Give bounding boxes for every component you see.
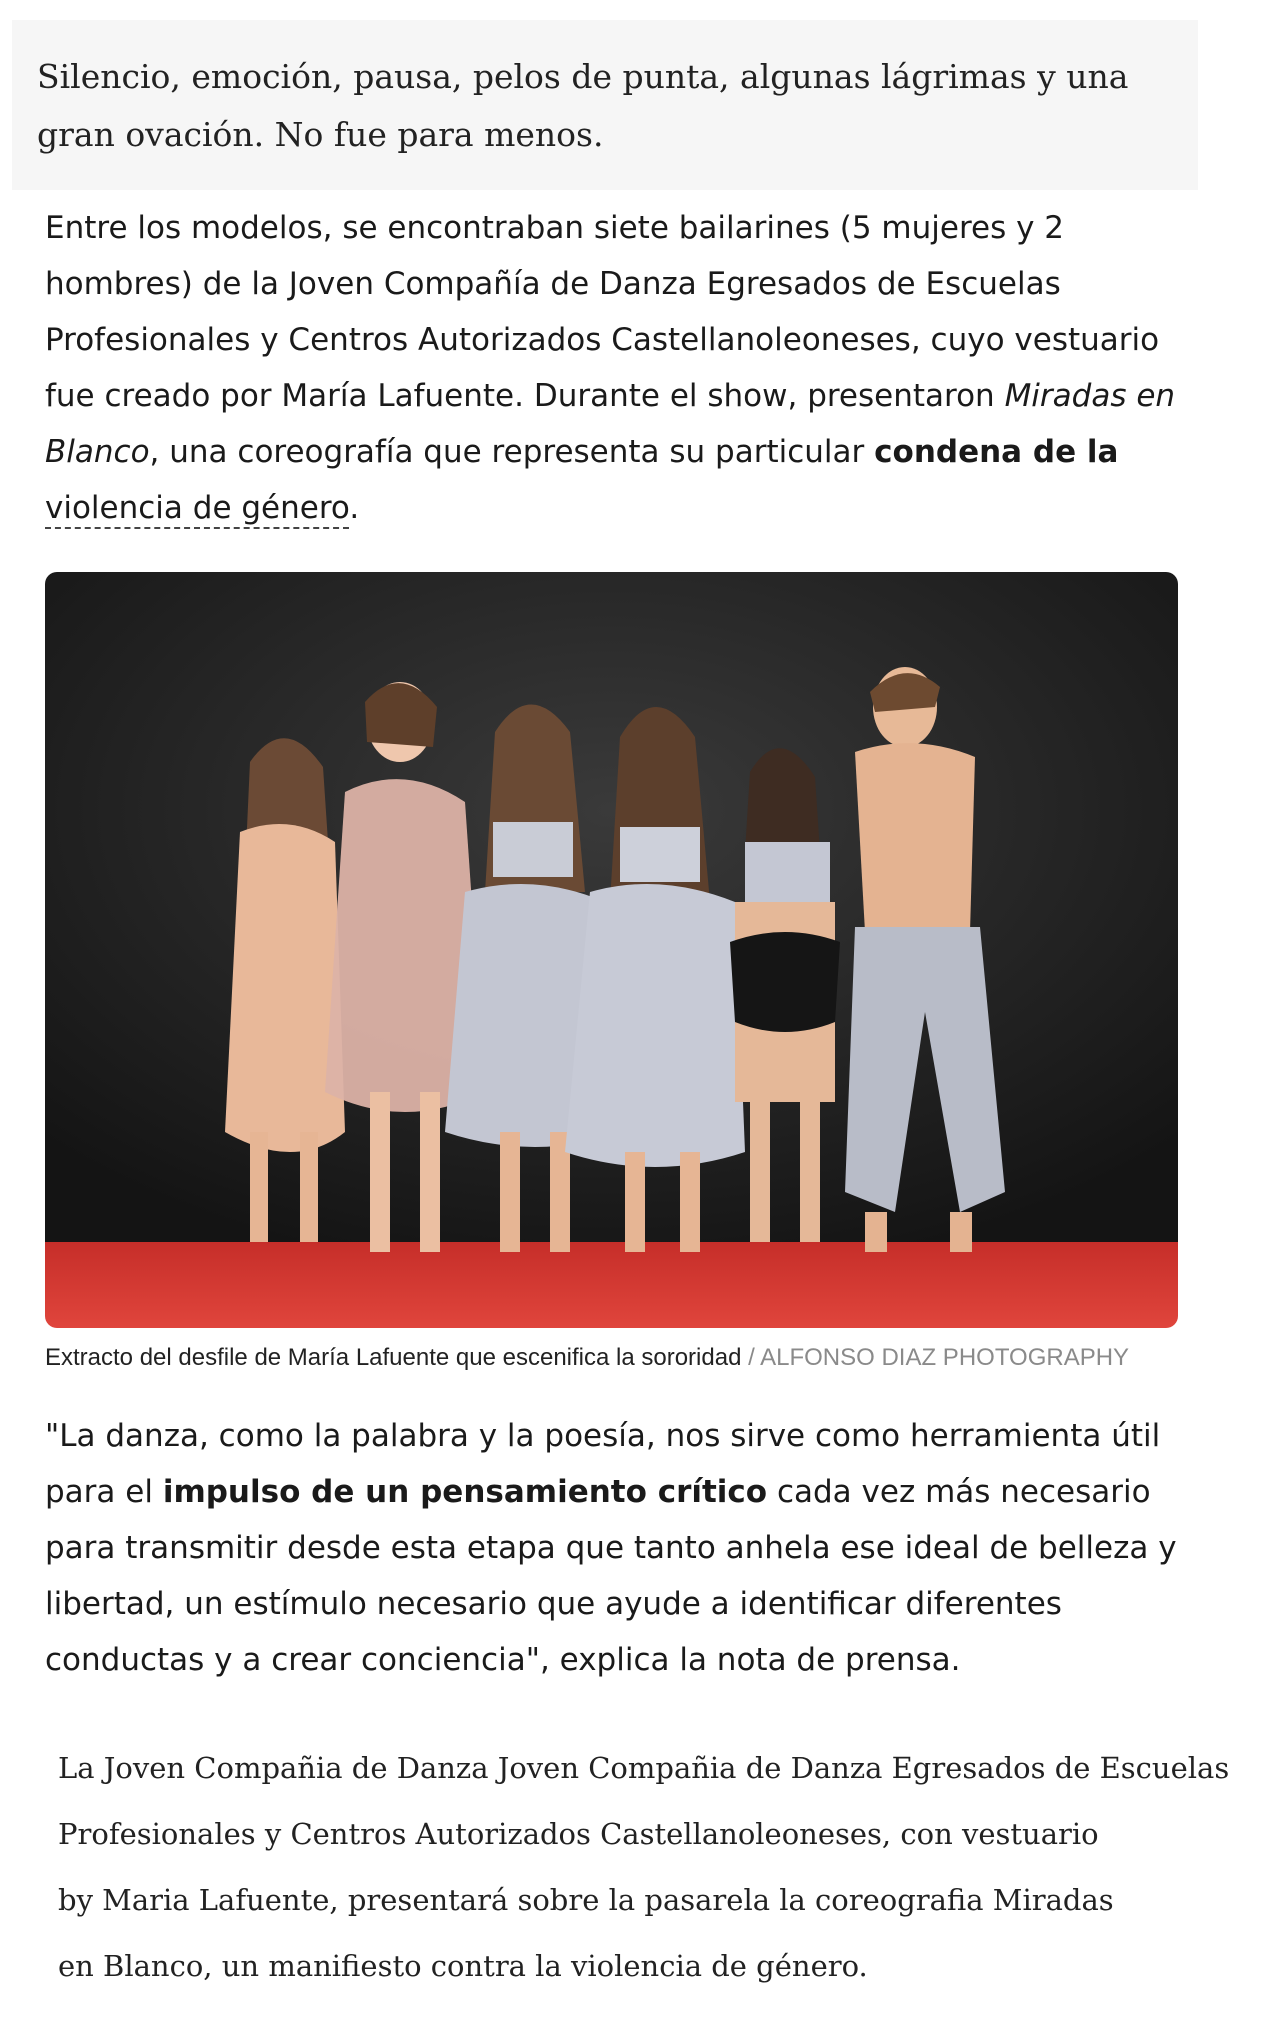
- caption-text: Extracto del desfile de María Lafuente que escenifica la sororidad: [45, 1344, 742, 1371]
- pull-quote: [12, 20, 1198, 190]
- embed-line-3: by Maria Lafuente, presentará sobre la pasarela la coreografia Miradas: [58, 1883, 1114, 1917]
- dance-photo: [45, 572, 1178, 1328]
- embed-line-4: en Blanco, un manifiesto contra la violencia de género.: [58, 1949, 868, 1983]
- pull-quote-text: Silencio, emoción, pausa, pelos de punta, algunas lágrimas y una gran ovación. No fue para menos.: [37, 57, 1129, 154]
- para2-text-a: "La danza, como la palabra y la poesía, nos sirve como herramienta útil para el: [45, 1418, 1161, 1510]
- article-paragraph-1: [45, 200, 1195, 536]
- para2-text-b: cada vez más necesario para transmitir desde esta etapa que tanto anhela ese ideal de belleza y libertad, un estímulo necesario que ayude a identificar diferentes conductas y a crear conciencia", explica la nota de prensa.: [45, 1474, 1177, 1678]
- embed-line-2: Profesionales y Centros Autorizados Castellanoleoneses, con vestuario: [58, 1817, 1099, 1851]
- para2-bold: impulso de un pensamiento crítico: [162, 1474, 768, 1510]
- para1-text-b: , una coreografía que representa su particular: [149, 434, 875, 470]
- photo-caption: [45, 1340, 1205, 1376]
- violencia-de-genero-link[interactable]: violencia de género: [45, 490, 349, 529]
- caption-separator: /: [741, 1344, 761, 1371]
- para1-end: .: [349, 490, 360, 526]
- embedded-post-text: [58, 1735, 1238, 1999]
- article-paragraph-2: [45, 1408, 1195, 1688]
- para1-italic-title: Miradas en Blanco: [45, 378, 1176, 470]
- para1-text-a: Entre los modelos, se encontraban siete bailarines (5 mujeres y 2 hombres) de la Joven Compañía de Danza Egresados de Escuelas Profesionales y Centros Autorizados Castellanoleoneses, cuyo vestuario fue creado por María Lafuente. Durante el show, presentaron: [45, 210, 1160, 414]
- photo-credit: ALFONSO DIAZ PHOTOGRAPHY: [760, 1344, 1130, 1371]
- para1-bold: condena de la: [874, 434, 1119, 470]
- embed-line-1: La Joven Compañia de Danza Joven Compañia de Danza Egresados de Escuelas: [58, 1751, 1230, 1785]
